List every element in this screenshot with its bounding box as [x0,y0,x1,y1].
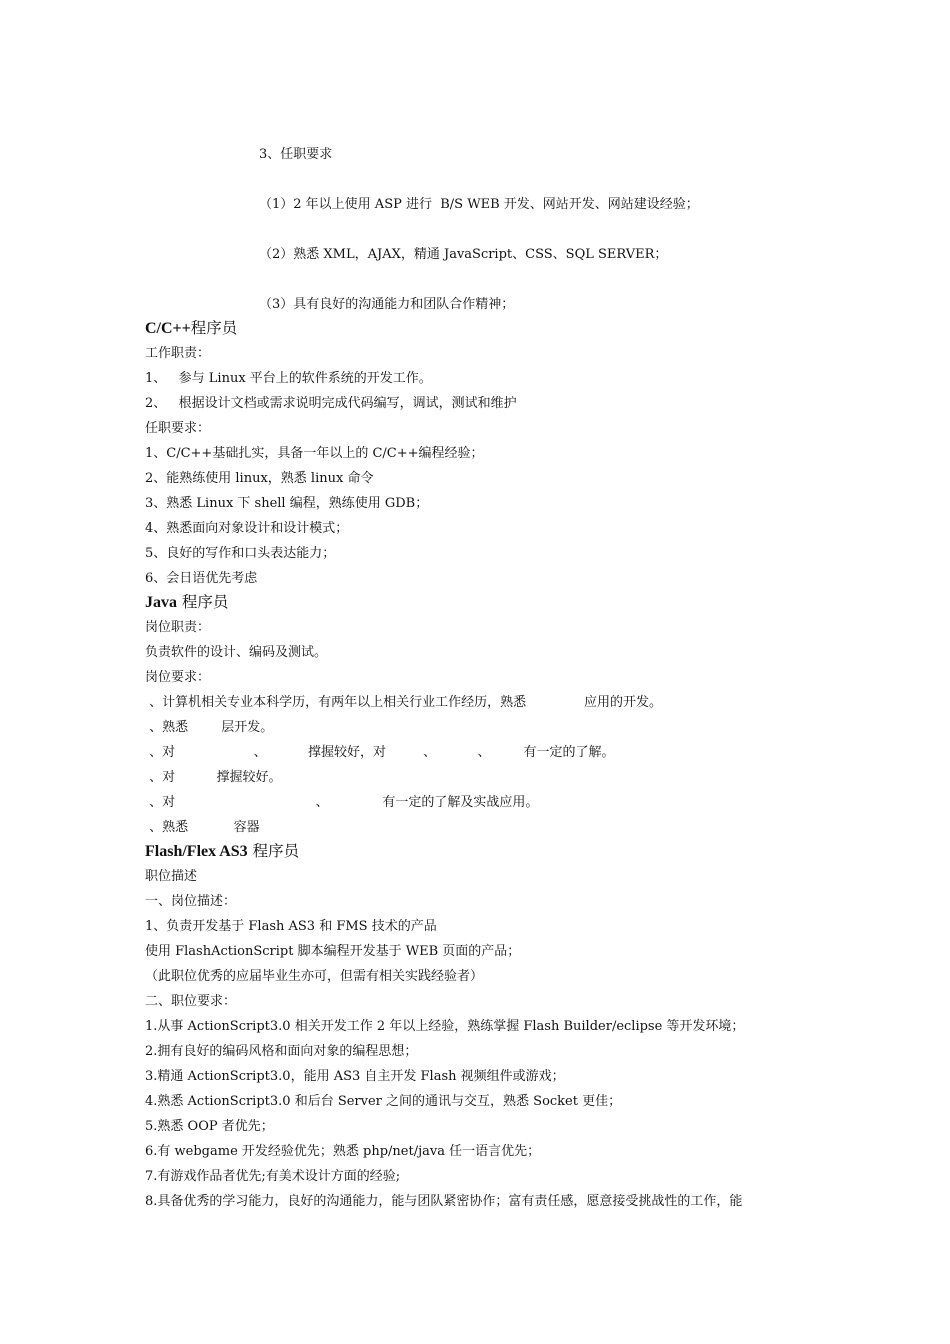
flash-part1-label: 一、岗位描述： [145,894,237,909]
cpp-requirements-label: 任职要求： [145,421,211,436]
java-requirement-item: 、对 撑握较好。 [145,770,282,785]
java-requirement-item: 、熟悉 层开发。 [145,720,274,735]
flash-part2-item: 5.熟悉 OOP 者优先； [145,1119,274,1134]
java-title-bold: Java [145,594,177,611]
flash-title-bold: Flash/Flex AS3 [145,843,248,860]
flash-part2-item: 6.有 webgame 开发经验优先；熟悉 php/net/java 任一语言优先； [145,1144,541,1159]
flash-part2-item: 3.精通 ActionScript3.0，能用 AS3 自主开发 Flash 视频组件或游戏； [145,1069,565,1084]
cpp-requirement-item: 5、良好的写作和口头表达能力； [145,546,336,561]
flash-part1-item: （此职位优秀的应届毕业生亦可，但需有相关实践经验者） [145,969,484,984]
java-requirement-item: 、对 、 有一定的了解及实战应用。 [145,795,539,810]
flash-part2-item: 8.具备优秀的学习能力，良好的沟通能力，能与团队紧密协作；富有责任感，愿意接受挑战性的工作，能 [145,1194,743,1209]
cpp-duty-item: 2、 根据设计文档或需求说明完成代码编写，调试，测试和维护 [145,396,517,411]
flash-part2-item: 1.从事 ActionScript3.0 相关开发工作 2 年以上经验，熟练掌握 Flash Builder/eclipse 等开发环境； [145,1019,745,1034]
cpp-requirement-item: 2、能熟练使用 linux，熟悉 linux 命令 [145,471,374,486]
flash-part2-item: 7.有游戏作品者优先;有美术设计方面的经验; [145,1169,401,1184]
cpp-requirement-item: 6、会日语优先考虑 [145,571,258,586]
cpp-requirement-item: 4、熟悉面向对象设计和设计模式； [145,521,349,536]
java-requirements-label: 岗位要求： [145,670,211,685]
flash-desc-label: 职位描述 [145,869,198,884]
cpp-requirement-item: 1、C/C++基础扎实，具备一年以上的 C/C++编程经验； [145,446,484,461]
flash-part2-item: 4.熟悉 ActionScript3.0 和后台 Server 之间的通讯与交互，熟悉 Socket 更佳； [145,1094,622,1109]
flash-part1-item: 使用 FlashActionScript 脚本编程开发基于 WEB 页面的产品； [145,944,521,959]
flash-section-title [145,841,299,862]
java-duties-label: 岗位职责： [145,620,211,635]
asp-requirement-item: （2）熟悉 XML，AJAX，精通 JavaScript、CSS、SQL SERVER； [259,247,668,262]
java-section-title [145,592,228,613]
cpp-title-bold: C/C++ [145,320,191,337]
cpp-duty-item: 1、 参与 Linux 平台上的软件系统的开发工作。 [145,371,432,386]
java-duty: 负责软件的设计、编码及测试。 [145,645,328,660]
java-requirement-item: 、对 、 撑握较好，对 、 、 有一定的了解。 [145,745,615,760]
cpp-section-title [145,318,237,339]
flash-title-rest: 程序员 [247,842,300,860]
cpp-requirement-item: 3、熟悉 Linux 下 shell 编程，熟练使用 GDB； [145,496,429,511]
java-requirement-item: 、计算机相关专业本科学历，有两年以上相关行业工作经历，熟悉 应用的开发。 [145,695,662,710]
cpp-title-rest: 程序员 [190,319,238,337]
cpp-duties-label: 工作职责： [145,346,211,361]
asp-requirement-item: （1）2 年以上使用 ASP 进行 B/S WEB 开发、网站开发、网站建设经验； [259,197,699,212]
flash-part2-item: 2.拥有良好的编码风格和面向对象的编程思想； [145,1044,418,1059]
java-title-rest: 程序员 [177,593,229,611]
flash-part2-label: 二、职位要求： [145,994,237,1009]
asp-requirement-item: （3）具有良好的沟通能力和团队合作精神； [259,297,515,312]
flash-part1-item: 1、负责开发基于 Flash AS3 和 FMS 技术的产品 [145,919,437,934]
java-requirement-item: 、熟悉 容器 [145,820,260,835]
asp-requirements-heading: 3、任职要求 [259,147,333,162]
